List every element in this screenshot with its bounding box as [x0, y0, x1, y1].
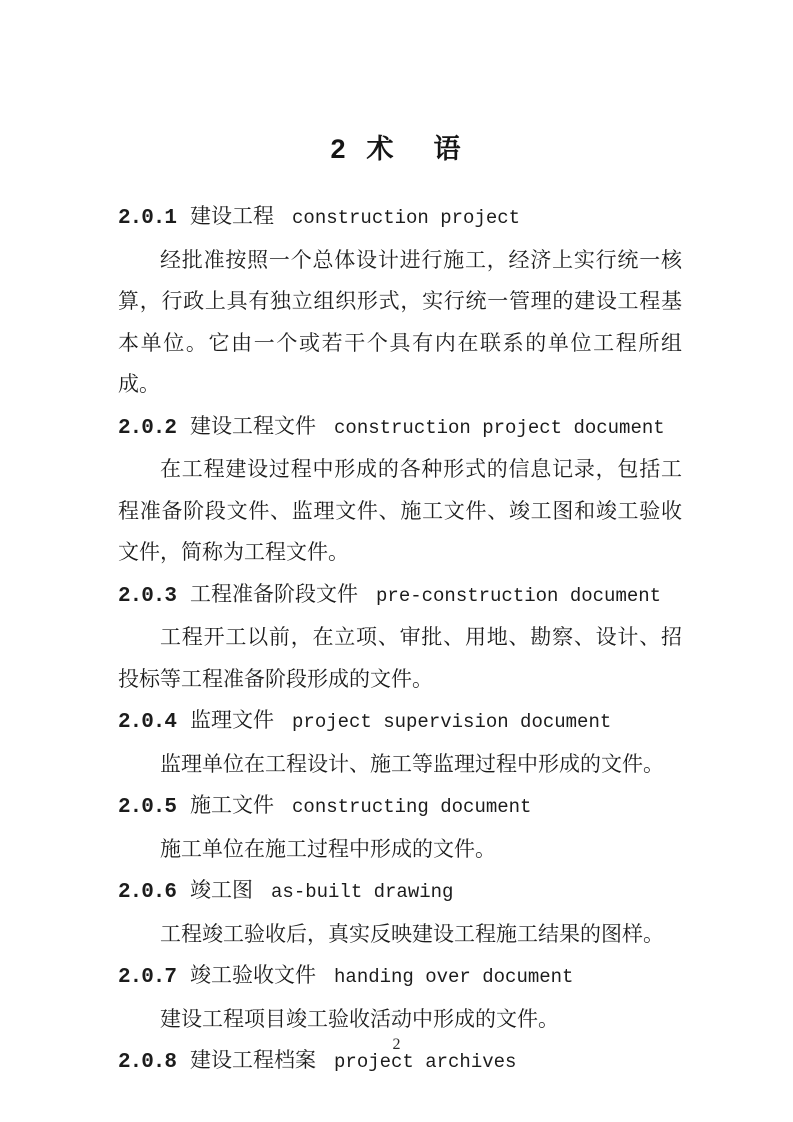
term-definition: 经批准按照一个总体设计进行施工，经济上实行统一核算，行政上具有独立组织形式，实行统一管理的建设工程基本单位。它由一个或若干个具有内在联系的单位工程所组成。	[118, 247, 682, 396]
term-en: project archives	[334, 1051, 517, 1073]
term-number: 2.0.6	[118, 881, 177, 904]
term-number: 2.0.2	[118, 416, 177, 440]
term-number: 2.0.4	[118, 711, 177, 734]
term-entry	[118, 700, 682, 785]
term-entry	[118, 785, 682, 870]
term-heading	[118, 196, 682, 240]
term-heading	[118, 406, 682, 450]
term-en: construction project	[292, 207, 521, 229]
term-entry	[118, 574, 682, 701]
term-definition: 工程竣工验收后，真实反映建设工程施工结果的图样。	[160, 921, 664, 946]
term-zh: 工程准备阶段文件	[190, 581, 359, 606]
term-en: constructing document	[292, 796, 532, 818]
term-zh: 建设工程文件	[190, 413, 317, 438]
term-zh: 建设工程档案	[190, 1048, 317, 1072]
term-en: as-built drawing	[271, 881, 454, 903]
term-definition: 在工程建设过程中形成的各种形式的信息记录，包括工程准备阶段文件、监理文件、施工文件、竣工图和竣工验收文件，简称为工程文件。	[118, 457, 682, 564]
term-zh: 监理文件	[190, 708, 275, 732]
term-entry	[118, 196, 682, 406]
term-entry	[118, 955, 682, 1040]
term-number: 2.0.5	[118, 796, 177, 819]
term-number: 2.0.1	[118, 207, 177, 230]
term-definition: 监理单位在工程设计、施工等监理过程中形成的文件。	[160, 751, 664, 776]
term-zh: 施工文件	[190, 793, 275, 817]
term-entry	[118, 870, 682, 955]
term-en: project supervision document	[292, 711, 612, 733]
term-zh: 竣工验收文件	[190, 963, 317, 987]
term-definition: 建设工程项目竣工验收活动中形成的文件。	[160, 1006, 559, 1031]
term-zh: 建设工程	[190, 204, 275, 228]
term-heading	[118, 955, 682, 999]
term-number: 2.0.8	[118, 1051, 177, 1074]
term-heading	[118, 700, 682, 744]
term-entry	[118, 406, 682, 574]
term-en: construction project document	[334, 416, 665, 439]
page-number: 2	[392, 1036, 401, 1053]
chapter-title: 2 术 语	[330, 134, 463, 164]
term-heading	[118, 785, 682, 829]
term-definition: 施工单位在施工过程中形成的文件。	[160, 836, 496, 861]
term-definition: 工程开工以前，在立项、审批、用地、勘察、设计、招投标等工程准备阶段形成的文件。	[118, 625, 682, 691]
term-number: 2.0.7	[118, 966, 177, 989]
term-heading	[118, 574, 682, 618]
term-en: handing over document	[334, 966, 574, 988]
term-en: pre-construction document	[376, 584, 662, 607]
term-heading	[118, 870, 682, 914]
terms-section	[118, 196, 682, 1084]
term-number: 2.0.3	[118, 584, 177, 608]
term-zh: 竣工图	[190, 878, 254, 902]
